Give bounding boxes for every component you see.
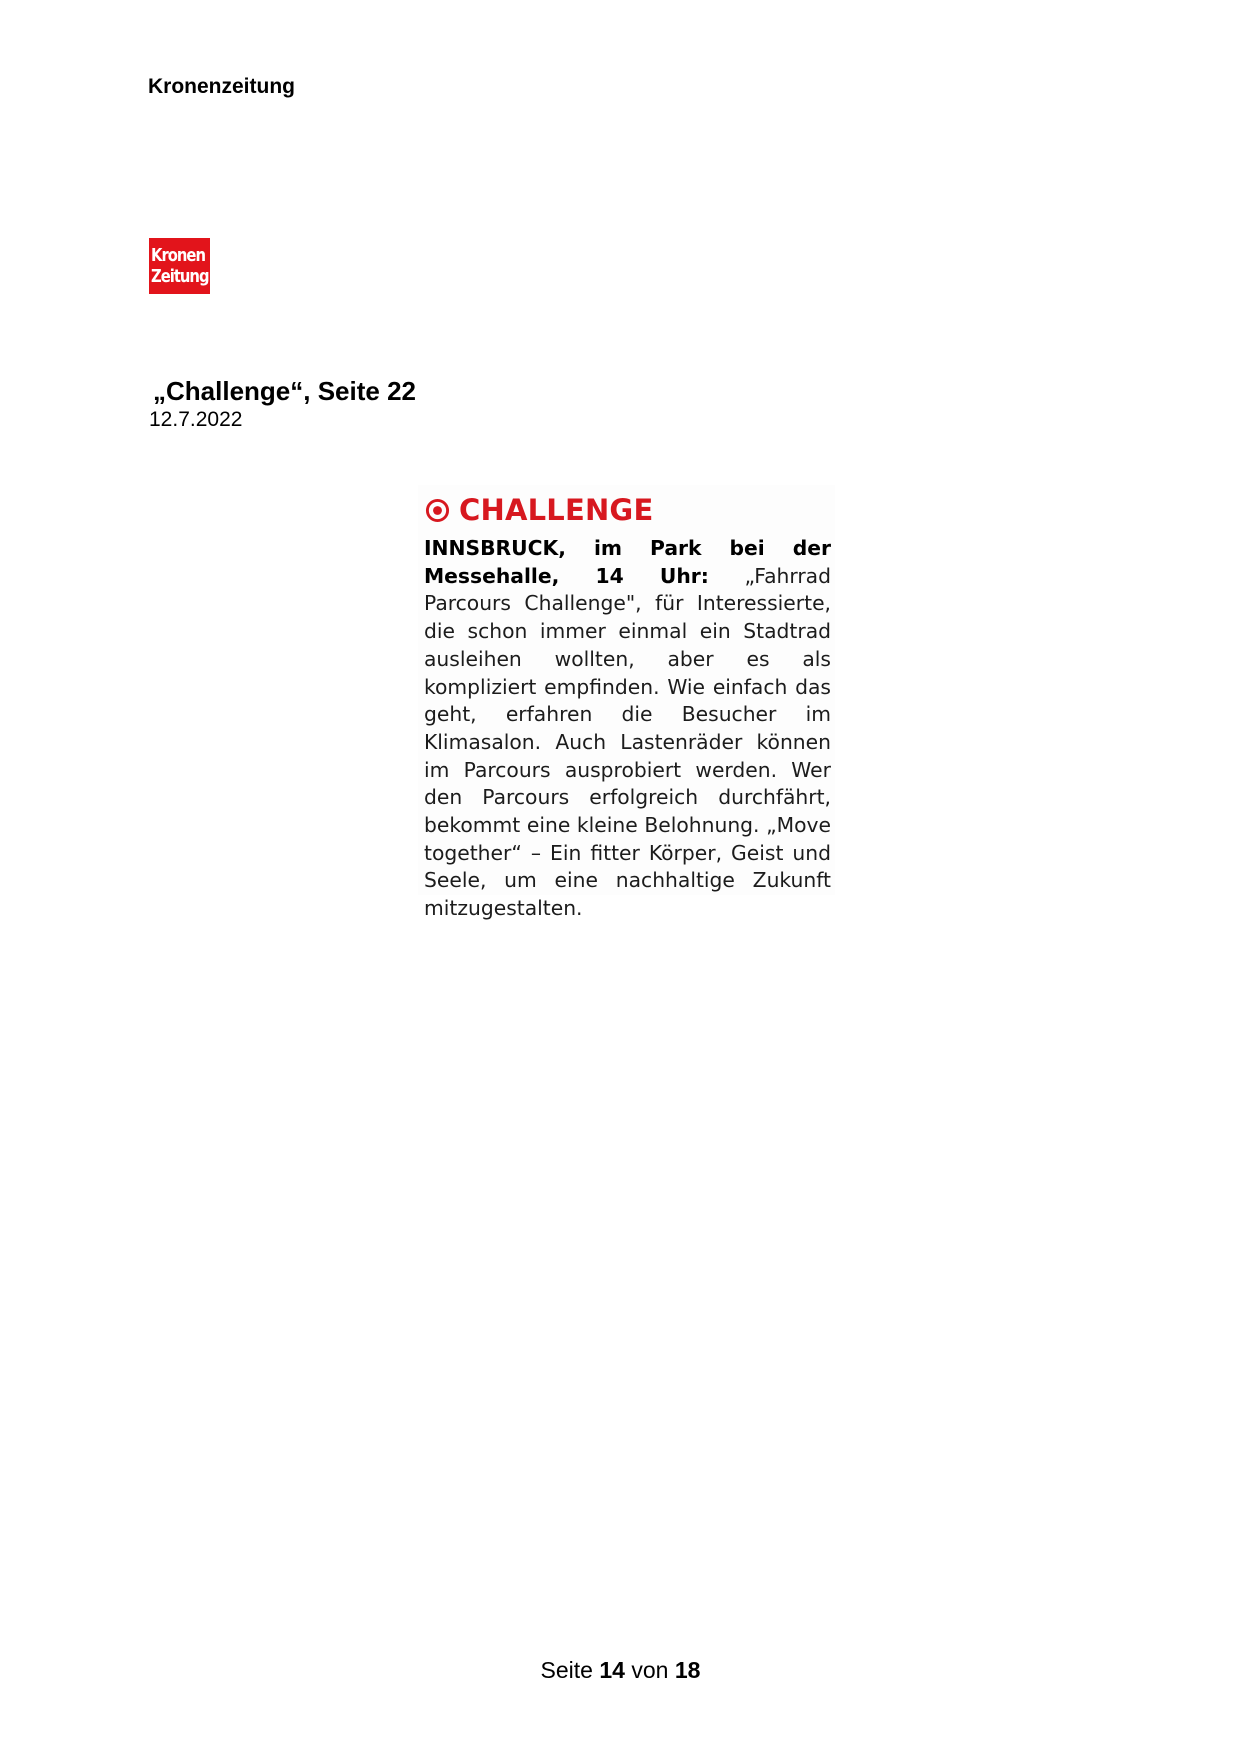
footer-current-page: 14 (599, 1657, 625, 1683)
article-title: „Challenge“, Seite 22 (153, 376, 416, 406)
clipping-lead: INNSBRUCK, im Park bei der Messehalle, 14 Uhr: (424, 536, 831, 588)
article-date: 12.7.2022 (149, 408, 243, 431)
clipping-text: „Fahrrad Parcours Challenge", für Interessierte, die schon immer einmal ein Stadtrad ausleihen wollten, aber es als kompliziert empfinden. Wie einfach das geht, erfahren die Besucher im Klimasalon. Auch Lastenräder können im Parcours ausprobiert werden. Wer den Parcours erfolgreich durchfährt, bekommt eine kleine Belohnung. „Move together“ – Ein fitter Körper, Geist und Seele, um eine nachhaltige Zukunft mitzugestalten. (424, 563, 831, 921)
kronen-zeitung-logo (149, 238, 210, 294)
clipping-body (424, 535, 831, 923)
logo-line-1: Kronen (151, 245, 205, 266)
clipping-header (425, 485, 835, 535)
footer-prefix: Seite (540, 1657, 593, 1683)
newspaper-clipping (418, 485, 835, 921)
footer-separator: von (631, 1657, 669, 1683)
footer-total-pages: 18 (674, 1657, 701, 1683)
logo-line-2: Zeitung (151, 266, 209, 287)
target-icon (425, 498, 450, 523)
clipping-heading: CHALLENGE (459, 493, 654, 527)
page-footer (0, 1655, 1241, 1685)
publication-name: Kronenzeitung (148, 75, 295, 98)
